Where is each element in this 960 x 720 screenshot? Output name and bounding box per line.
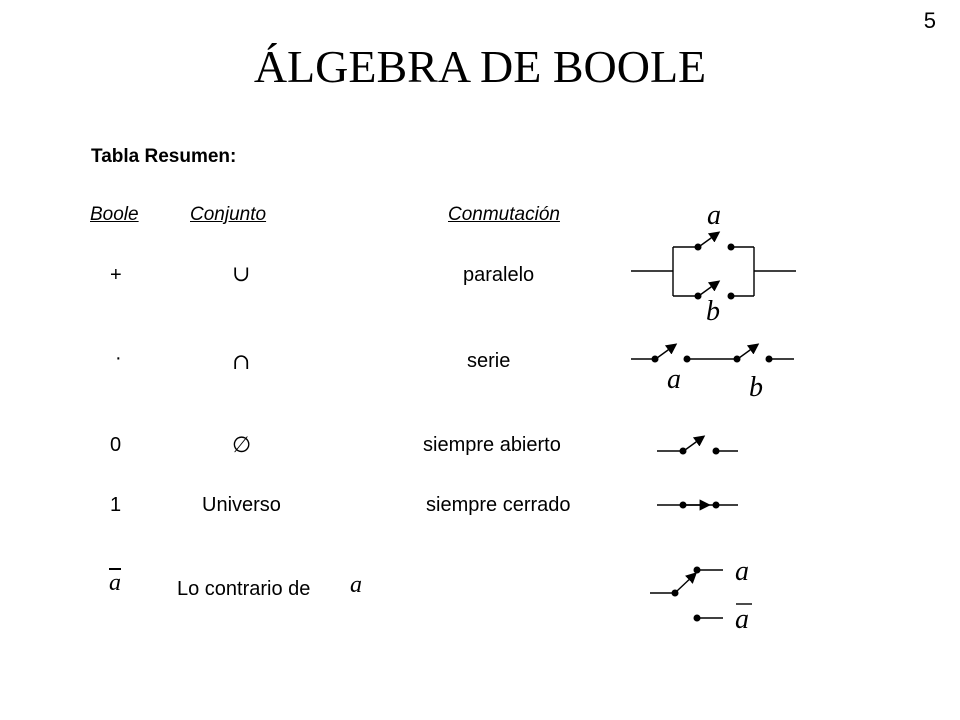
row-and-conmutacion: serie xyxy=(467,350,511,372)
header-boole: Boole xyxy=(90,204,139,225)
row-zero-boole: 0 xyxy=(110,434,122,456)
complement-label-not-a: a xyxy=(735,604,749,635)
series-label-b: b xyxy=(749,372,763,403)
complement-label-a: a xyxy=(735,556,749,587)
row-one-conmutacion: siempre cerrado xyxy=(426,494,571,516)
always-closed-switch-diagram xyxy=(657,502,738,509)
intersection-symbol: ∩ xyxy=(232,350,251,375)
row-zero-conmutacion: siempre abierto xyxy=(423,434,561,456)
series-circuit-diagram xyxy=(631,345,794,403)
empty-set-symbol: ∅ xyxy=(232,433,252,458)
union-symbol: ∪ xyxy=(232,262,251,287)
series-label-a: a xyxy=(667,364,681,395)
row-and-boole: · xyxy=(115,347,122,369)
page-number: 5 xyxy=(923,8,936,33)
parallel-circuit-diagram xyxy=(631,200,796,327)
row-or-boole: + xyxy=(110,264,122,286)
complement-a: $\overline{a}$ xyxy=(109,570,121,596)
header-conmutacion: Conmutación xyxy=(448,204,560,225)
always-open-switch-diagram xyxy=(657,437,738,455)
complement-text: Lo contrario de xyxy=(177,578,311,600)
complement-switch-diagram xyxy=(650,556,752,635)
complement-var: a xyxy=(350,572,362,598)
row-one-boole: 1 xyxy=(110,494,122,516)
parallel-label-a: a xyxy=(707,200,721,231)
row-or-conmutacion: paralelo xyxy=(463,264,535,286)
parallel-label-b: b xyxy=(706,296,720,327)
row-one-conjunto: Universo xyxy=(202,494,281,516)
header-conjunto: Conjunto xyxy=(190,204,267,225)
table-subtitle: Tabla Resumen: xyxy=(91,146,237,167)
page-title: ÁLGEBRA DE BOOLE xyxy=(253,41,707,92)
